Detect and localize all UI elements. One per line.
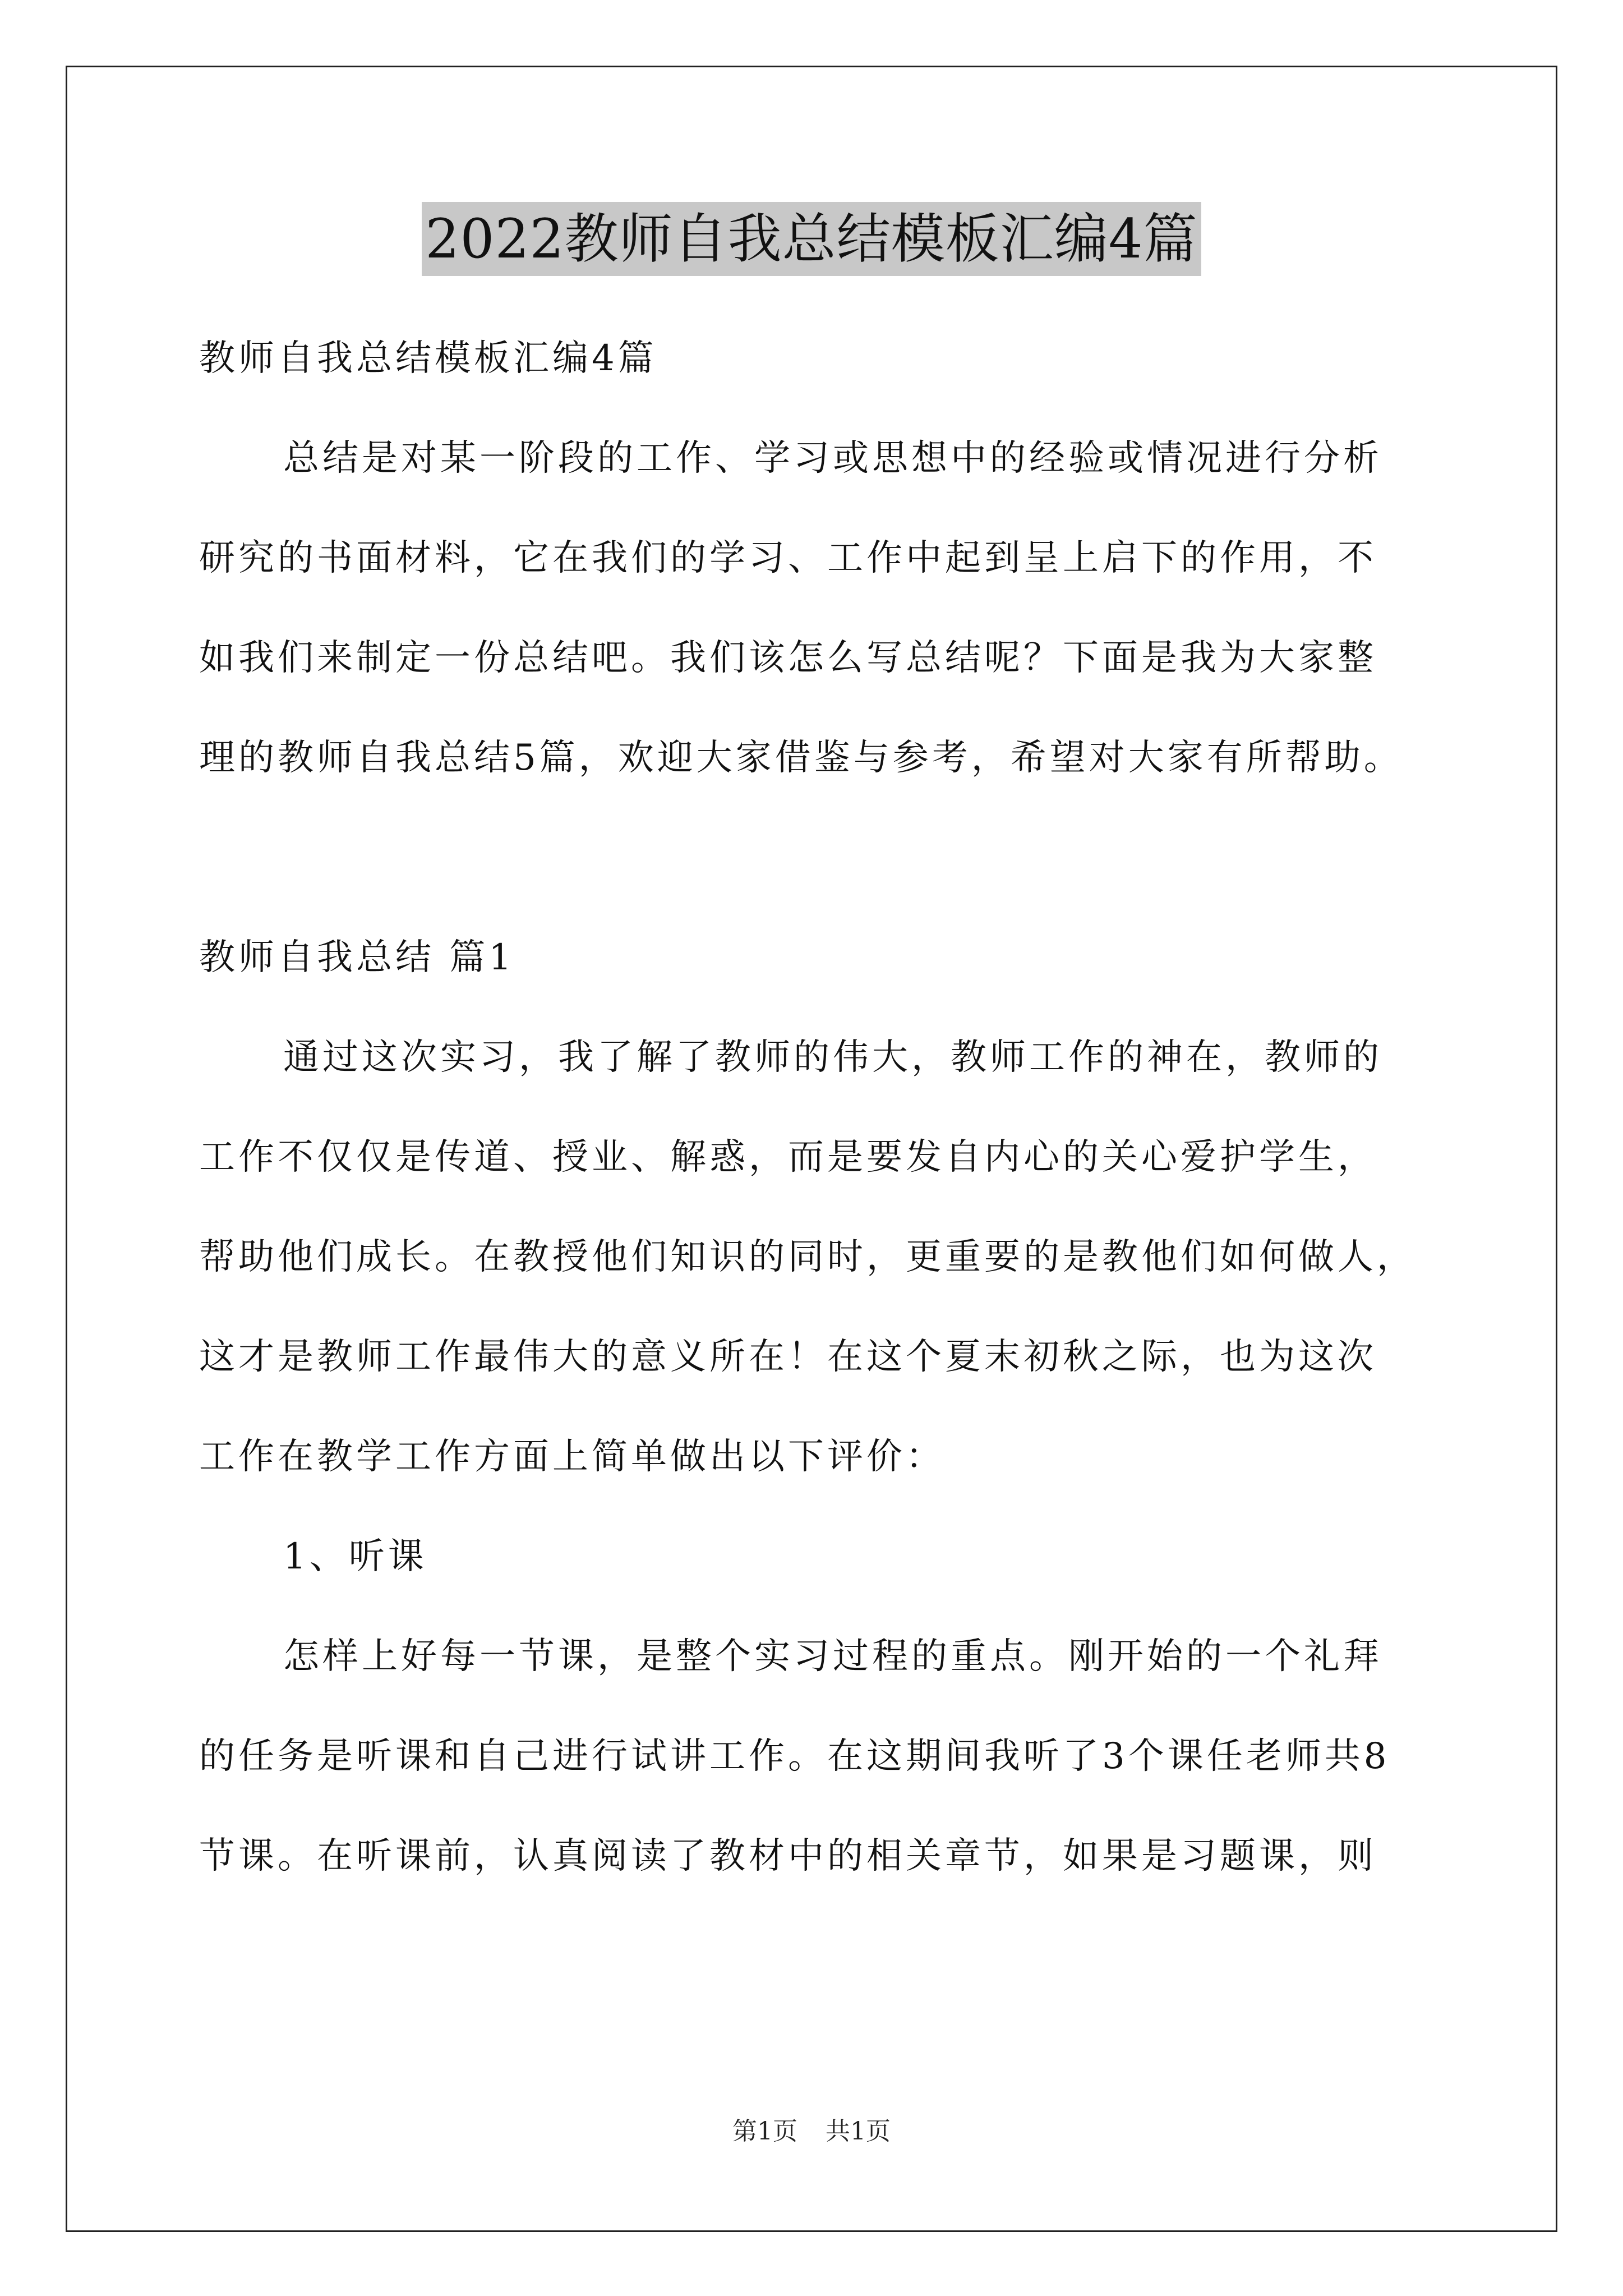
- item-line-2: 的任务是听课和自己进行试讲工作。在这期间我听了3个课任老师共8: [199, 1736, 1390, 1777]
- page-number: 第1页: [732, 2117, 797, 2146]
- paragraph-gap: [199, 808, 1433, 908]
- intro-line-2: 研究的书面材料，它在我们的学习、工作中起到呈上启下的作用，不: [199, 537, 1377, 579]
- intro-line-3: 如我们来制定一份总结吧。我们该怎么写总结呢？下面是我为大家整: [199, 637, 1377, 679]
- intro-line-4: 理的教师自我总结5篇，欢迎大家借鉴与参考，希望对大家有所帮助。: [199, 737, 1403, 779]
- section-line-4: 这才是教师工作最伟大的意义所在！在这个夏末初秋之际，也为这次: [199, 1336, 1377, 1378]
- document-title: 2022教师自我总结模板汇编4篇: [422, 202, 1201, 276]
- section-line-2: 工作不仅仅是传道、授业、解惑，而是要发自内心的关心爱护学生，: [199, 1137, 1377, 1178]
- section-line-1: 通过这次实习，我了解了教师的伟大，教师工作的神在，教师的: [283, 1037, 1382, 1078]
- subtitle: 教师自我总结模板汇编4篇: [199, 338, 657, 379]
- title-area: [0, 202, 1623, 276]
- item-line-3: 节课。在听课前，认真阅读了教材中的相关章节，如果是习题课，则: [199, 1835, 1377, 1877]
- section-line-3: 帮助他们成长。在教授他们知识的同时，更重要的是教他们如何做人，: [199, 1236, 1416, 1278]
- page-footer: [0, 2115, 1623, 2148]
- item-line-1: 怎样上好每一节课，是整个实习过程的重点。刚开始的一个礼拜: [283, 1636, 1382, 1677]
- document-body: [199, 309, 1433, 1906]
- item-heading: 1、听课: [283, 1536, 427, 1577]
- page-total: 共1页: [826, 2117, 891, 2146]
- intro-line-1: 总结是对某一阶段的工作、学习或思想中的经验或情况进行分析: [283, 438, 1382, 479]
- section-line-5: 工作在教学工作方面上简单做出以下评价：: [199, 1436, 945, 1478]
- section-heading: 教师自我总结 篇1: [199, 937, 515, 978]
